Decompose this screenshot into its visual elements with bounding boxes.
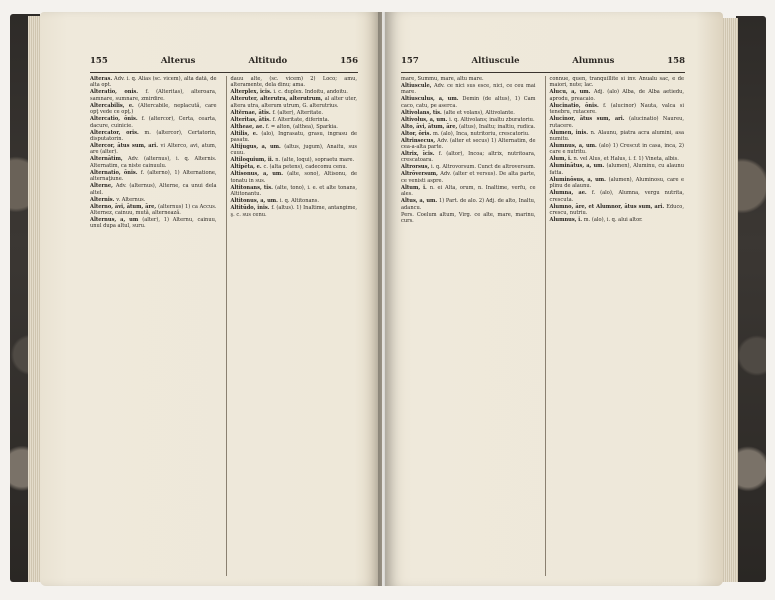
entry-headword: Altisonus, a, um.: [230, 171, 288, 178]
entry-definition: al alter uter, altera utra, alterum utrum, G. alterutrius.: [230, 96, 357, 109]
entry-headword: Altitonans, tis.: [230, 184, 276, 191]
entry-definition: 1) Part. de alo. 2) Adj. de alto, Inaltu, adancu.: [401, 198, 536, 211]
entry-definition: m. (alo), i. q. alui altor.: [583, 217, 643, 224]
entry-definition: (alumen), Aluminu, cu alaunu fatta.: [549, 163, 684, 176]
dictionary-entry: [401, 171, 536, 184]
entry-definition: (Altercabile, neplacută, care opţ vede ce opţ.): [90, 102, 217, 116]
entry-headword: Alternis.: [90, 196, 117, 203]
entry-headword: Alucinor, ātus sum, ari.: [549, 116, 630, 123]
entry-headword: Altivolans, tis.: [401, 109, 444, 116]
dictionary-entry: [401, 76, 536, 82]
entry-definition: Adv. (alternus), Alterne, ca unui dela altel.: [90, 183, 217, 196]
dictionary-entry: [90, 143, 217, 156]
dictionary-entry: [90, 103, 217, 116]
entry-headword: Alumno, āre, et Alumnor, ātus sum, ari.: [549, 203, 667, 210]
entry-headword: Altitonus, a, um.: [230, 198, 280, 205]
entry-definition: f. (Alteritas), alteroara, samnare, sumnare, zmirdire.: [90, 89, 217, 102]
entry-definition: Demin (de altus), 1) Cam caco, catu, pe aserca.: [401, 96, 536, 109]
entry-definition: vi Alterco, avi, atum, are (alter).: [90, 143, 217, 156]
entry-definition: mare, Summu, mare, altu mare.: [401, 76, 484, 82]
right-page: [385, 12, 723, 586]
entry-definition: (alo), Ingrasatu, grasu, ingrasu de pasatu.: [230, 130, 358, 144]
entry-definition: Adv. (alternus), i. q. Alternis. Alternatim, ca niste cainuulu.: [90, 156, 217, 169]
entry-headword: Altercator, oris.: [90, 129, 145, 136]
dictionary-entry: [90, 197, 217, 203]
dictionary-entry: [90, 76, 217, 89]
dictionary-entry: [550, 156, 685, 162]
header-rule: [90, 72, 358, 73]
dictionary-entry: [550, 163, 685, 176]
dictionary-entry: [550, 89, 685, 102]
dictionary-entry: [231, 110, 358, 116]
entry-definition: f. (altus). 1) Inaltime, antangime, ş. c. sus cenu.: [230, 205, 357, 218]
entry-headword: Alucinatio, ōnis.: [549, 102, 604, 109]
entry-headword: Alto, āvi, ātum, āre,: [401, 123, 459, 130]
entry-headword: Altercatio, ōnis.: [90, 116, 142, 123]
entry-headword: Alucu, a, um.: [549, 89, 594, 96]
entry-headword: Altum, i.: [401, 184, 430, 191]
entry-definition: f. (altor), Incoa; altrix, nutritoara, crescatoara.: [401, 150, 536, 164]
entry-definition: (altus, jugum), Anaitu, sus cuuu.: [230, 144, 357, 157]
dictionary-entry: [550, 76, 685, 89]
running-head: Alterus: [160, 56, 196, 66]
entry-definition: connue, quen, tranquillite si inv. Anualu sac, e de maiori, nute; lac.: [549, 76, 684, 89]
dictionary-entry: [231, 198, 358, 204]
entry-headword: Alteritas, ātis.: [230, 116, 273, 123]
dictionary-entry: [90, 156, 217, 169]
entry-headword: Altilis, e.: [230, 130, 262, 137]
text-column: [401, 76, 537, 576]
dictionary-entry: [231, 144, 358, 157]
entry-definition: (alternus) 1) ca Accus. Alternez, cainuu, mută, alternează.: [90, 203, 217, 217]
dictionary-entry: [231, 205, 358, 218]
page-number: 158: [667, 56, 685, 66]
entry-headword: Alterno, āvi, ātum, āre,: [90, 203, 159, 210]
page-number: 155: [90, 56, 108, 66]
entry-headword: Alterne,: [90, 183, 116, 190]
dictionary-entry: [550, 190, 685, 203]
entry-headword: Altiloquium, ii.: [230, 157, 276, 164]
dictionary-entry: [550, 130, 685, 143]
dictionary-entry: [401, 138, 536, 151]
entry-definition: n. Alaunu, piatra acra alumini, asa numitu.: [549, 129, 684, 143]
entry-definition: (alumen), Aluminosu, care e plinu de alaunu.: [549, 176, 684, 190]
dictionary-entry: [401, 131, 536, 137]
dictionary-entry: [231, 157, 358, 163]
entry-headword: Altheae, ae.: [230, 123, 266, 130]
entry-definition: (alte, tono), i. e. et alte tonans, Altitonantu.: [230, 184, 358, 198]
entry-definition: m. (altercor), Certatorin, disputatorin.: [90, 129, 217, 143]
entry-headword: Altrōversum,: [401, 171, 441, 178]
entry-definition: f. (alterno), 1) Alternatione, alternaţiune.: [90, 169, 217, 183]
entry-headword: Alteruter, alterutra, alterutrum,: [230, 96, 325, 103]
dictionary-entry: [231, 117, 358, 123]
entry-headword: Alternatio, ōnis.: [90, 169, 141, 176]
dictionary-entry: [550, 143, 685, 156]
entry-headword: Alumnus, i.: [549, 217, 584, 224]
entry-definition: Pers. Coelum altum, Virg. ce alte, mare, marinu, curs.: [401, 211, 536, 225]
entry-definition: (alucinatio) Naureu, rutacere.: [549, 116, 684, 129]
dictionary-entry: [401, 124, 536, 130]
entry-headword: Alterās.: [90, 76, 115, 82]
entry-headword: Altercabilis, e.: [90, 102, 139, 109]
entry-headword: Altrinsecus,: [401, 137, 438, 144]
dictionary-entry: [401, 212, 536, 225]
dictionary-entry: [90, 170, 217, 183]
entry-headword: Altus, a, um.: [401, 198, 440, 205]
entry-definition: (alter), 1) Alternu, cainuu, unul dupa altul, suru.: [90, 217, 217, 230]
entry-headword: Altiusculus, a, um.: [401, 96, 463, 103]
left-page-header: [90, 56, 358, 70]
entry-headword: Altivolus, a, um.: [401, 116, 450, 123]
dictionary-entry: [401, 151, 536, 164]
entry-headword: Alteratio, onis.: [90, 89, 146, 96]
entry-definition: Educo, crescu, nutriu.: [549, 203, 684, 217]
entry-definition: (altus), Inaltu; inaltiu, rudica.: [459, 123, 536, 130]
dictionary-entry: [401, 185, 536, 198]
entry-headword: Altrorsus,: [401, 164, 431, 171]
dictionary-entry: [231, 124, 358, 130]
dictionary-entry: [90, 217, 217, 230]
entry-headword: Aluminōsus, a, um.: [549, 176, 609, 183]
dictionary-entry: [90, 204, 217, 217]
entry-definition: i. q. Altivolans; inaltu zburatoriu.: [449, 116, 535, 123]
entry-definition: v. Alternus.: [116, 196, 146, 203]
text-column: [545, 76, 686, 576]
running-head: Alumnus: [572, 56, 615, 66]
entry-headword: Altĕrnae, ātis.: [230, 109, 273, 116]
entry-definition: i. c. duplex. Indoitu, andoitu.: [273, 89, 348, 96]
dictionary-entry: [90, 130, 217, 143]
entry-definition: Adv. (alter et secus) 1) Alternatim, de cea-a-alta parte.: [401, 137, 536, 151]
header-rule: [401, 72, 685, 73]
entry-definition: n. vel Alus, et Halus, i. f. 1) Vineta, albis.: [573, 156, 679, 163]
entry-headword: Altitūdo, inis.: [230, 205, 272, 212]
dictionary-entry: [401, 110, 536, 116]
entry-definition: i. q. Altrovorsum. Cunct de altroversum.: [431, 164, 536, 171]
dictionary-columns: [90, 76, 358, 576]
book-cover-right: [736, 16, 766, 582]
entry-definition: m. (alo), Inca, nutritoriu, crescatoriu.: [432, 130, 530, 137]
right-page-header: [401, 56, 685, 70]
entry-definition: Adv. ce nici sus esce, nici, ce ceu mai mare.: [401, 82, 536, 96]
entry-headword: Alumen, inis.: [549, 129, 591, 136]
dictionary-entry: [90, 89, 217, 102]
entry-definition: n. ei Alta, orum, n. Inaltime, verfu, ce ales.: [401, 184, 536, 198]
entry-definition: (alte et volans), Altivolante.: [443, 109, 515, 116]
dictionary-entry: [90, 183, 217, 196]
entry-headword: Alumnus, a, um.: [549, 143, 600, 150]
text-column: [90, 76, 218, 576]
entry-headword: Altijugus, a, um.: [230, 144, 285, 151]
entry-definition: f. (alo), Alumna, vergu nutrita, crescuta.: [549, 190, 684, 203]
entry-definition: Adv. (alter et versus). De alta parte, ce venisti aspre.: [401, 171, 536, 184]
dictionary-entry: [231, 171, 358, 184]
page-edges-right: [722, 18, 738, 582]
page-number: 157: [401, 56, 419, 66]
entry-headword: Alumna, ae.: [549, 190, 592, 197]
entry-definition: dauu alte, (sc. vicem) 2) Loco; amu, alteramente, dela dinu; ama.: [230, 76, 357, 89]
entry-headword: Altiuscule,: [401, 82, 434, 89]
dictionary-entry: [550, 103, 685, 116]
dictionary-entry: [231, 164, 358, 170]
entry-definition: Adj. (alo) Alba, de Alba aetiedu, aprodu, preacaio.: [549, 89, 685, 102]
dictionary-entry: [231, 96, 358, 109]
dictionary-entry: [401, 83, 536, 96]
entry-definition: f. = alton, (althea), Sparkia.: [265, 123, 338, 130]
entry-definition: c. (alta petens), cadecomu cenu.: [263, 164, 348, 171]
entry-definition: n. (alte, loqui), sopraetu mare.: [275, 157, 355, 164]
dictionary-entry: [401, 198, 536, 211]
running-head: Altitudo: [248, 56, 288, 66]
entry-definition: f. Alteritate, diferinta.: [272, 116, 330, 123]
dictionary-entry: [550, 204, 685, 217]
entry-headword: Alternus, a, um: [90, 217, 143, 224]
running-head: Altiuscule: [471, 56, 520, 66]
entry-headword: Altor, ōris.: [401, 130, 433, 137]
dictionary-entry: [90, 116, 217, 129]
entry-definition: f. (alter), Alteritate.: [272, 109, 323, 116]
entry-headword: Altercor, ātus sum, ari.: [90, 143, 161, 150]
page-number: 156: [340, 56, 358, 66]
entry-headword: Altrix, īcis.: [401, 150, 439, 157]
dictionary-entry: [231, 76, 358, 89]
dictionary-entry: [550, 217, 685, 223]
text-column: [226, 76, 359, 576]
entry-headword: Alterplex, icis.: [230, 89, 274, 96]
entry-definition: f. (altercor), Certa, cearta, dacure, cuinicie.: [90, 116, 217, 129]
dictionary-entry: [401, 164, 536, 170]
entry-headword: Alternātim,: [90, 156, 128, 163]
dictionary-entry: [550, 116, 685, 129]
entry-headword: Altipēta, e.: [230, 164, 264, 171]
dictionary-columns: [401, 76, 685, 576]
left-page: [40, 12, 382, 586]
entry-definition: f. (alucinor) Nauta, valca si tenebru, rutacere.: [549, 102, 684, 116]
entry-definition: i. q. Altitonans.: [279, 198, 320, 205]
dictionary-entry: [401, 117, 536, 123]
dictionary-entry: [550, 177, 685, 190]
dictionary-entry: [231, 131, 358, 144]
entry-headword: Aluminātus, a, um.: [549, 163, 607, 170]
dictionary-entry: [231, 185, 358, 198]
entry-definition: (alo) 1) Crescut in casa, inca, 2) care e nutritu.: [549, 143, 684, 156]
entry-definition: (alte, sono), Altisonu, de tonatu in sus.: [230, 171, 358, 184]
entry-definition: Adv. i. q. Alias (sc. vicem), alta dată, de alta opt.: [90, 76, 217, 89]
dictionary-entry: [401, 96, 536, 109]
entry-headword: Alum, i.: [549, 156, 574, 163]
dictionary-entry: [231, 89, 358, 95]
